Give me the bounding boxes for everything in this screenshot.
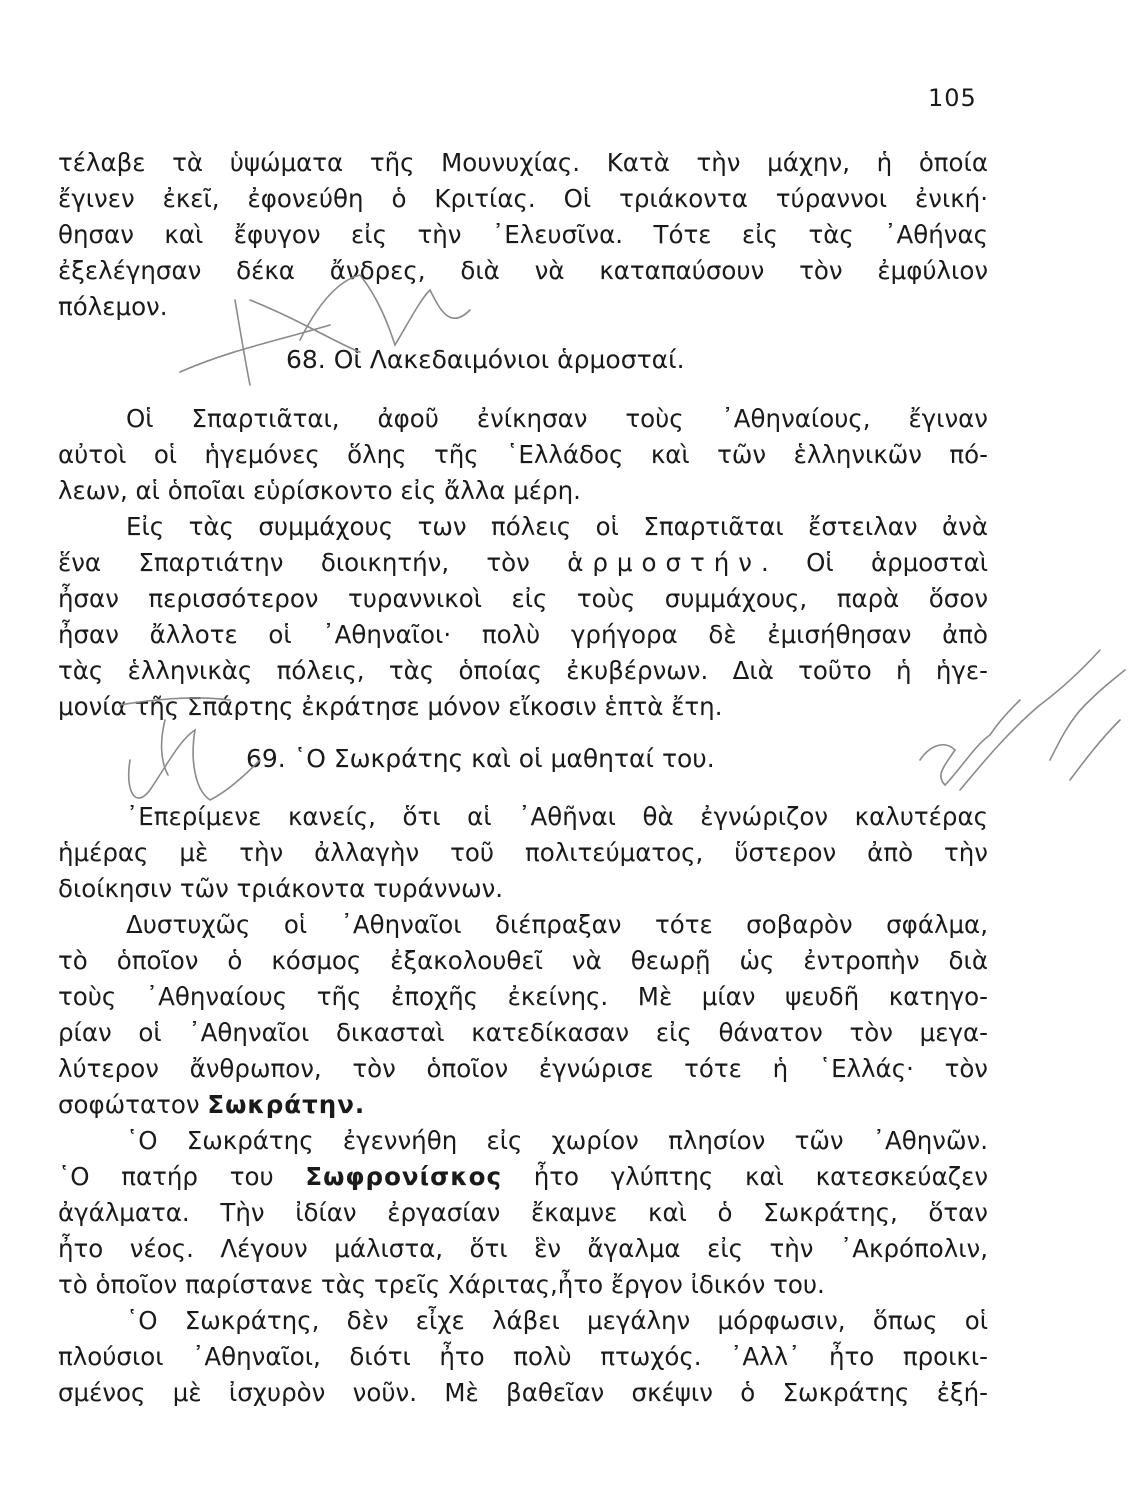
text-line: τέλαβε τὰ ὑψώματα τῆς Μουνυχίας. Κατὰ τὴν μάχην, ἡ ὁποία: [58, 148, 988, 177]
text-line: [58, 546, 988, 580]
page-number: 105: [928, 84, 977, 112]
text-line: μονία τῆς Σπάρτης ἐκράτησε μόνον εἴκοσιν ἑπτὰ ἔτη.: [58, 692, 723, 721]
section-heading-68: 68. Οἱ Λακεδαιμόνιοι ἁρμοσταί.: [286, 345, 685, 374]
text-line: ἔγινεν ἐκεῖ, ἐφονεύθη ὁ Κριτίας. Οἱ τριάκοντα τύραννοι ἐνική·: [58, 184, 988, 213]
text-line: σμένος μὲ ἰσχυρὸν νοῦν. Μὲ βαθεῖαν σκέψιν ὁ Σωκράτης ἐξή-: [58, 1378, 988, 1407]
text-line: τὰς ἑλληνικὰς πόλεις, τὰς ὁποίας ἐκυβέρνων. Διὰ τοῦτο ἡ ἡγε-: [58, 656, 988, 685]
text-line: πλούσιοι ᾽Αθηναῖοι, διότι ἦτο πολὺ πτωχός. ᾽Αλλ᾽ ἦτο προικι-: [58, 1342, 988, 1371]
text-line: ρίαν οἱ ᾽Αθηναῖοι δικασταὶ κατεδίκασαν εἰς θάνατον τὸν μεγα-: [58, 1018, 988, 1047]
text-segment: . Οἱ ἁρμοσταὶ: [760, 548, 989, 577]
text-line: ἐξελέγησαν δέκα ἄνδρες, διὰ νὰ καταπαύσουν τὸν ἐμφύλιον: [58, 256, 988, 285]
section-heading-69: 69. ῾Ο Σωκράτης καὶ οἱ μαθηταί του.: [246, 744, 715, 773]
text-line: λύτερον ἄνθρωπον, τὸν ὁποῖον ἐγνώρισε τότε ἡ ῾Ελλάς· τὸν: [58, 1054, 988, 1083]
text-line: Οἱ Σπαρτιᾶται, ἀφοῦ ἐνίκησαν τοὺς ᾽Αθηναίους, ἔγιναν: [126, 404, 988, 433]
text-line: [58, 1088, 988, 1122]
text-line: πόλεμον.: [58, 292, 168, 321]
text-line: ἡμέρας μὲ τὴν ἀλλαγὴν τοῦ πολιτεύματος, ὕστερον ἀπὸ τὴν: [58, 838, 988, 867]
text-segment: ἦτο γλύπτης καὶ κατεσκεύαζεν: [533, 1162, 988, 1191]
text-line: διοίκησιν τῶν τριάκοντα τυράννων.: [58, 874, 504, 903]
text-line: λεων, αἱ ὁποῖαι εὑρίσκοντο εἰς ἄλλα μέρη.: [58, 476, 581, 505]
text-line: αὐτοὶ οἱ ἡγεμόνες ὅλης τῆς ῾Ελλάδος καὶ τῶν ἑλληνικῶν πό-: [58, 440, 988, 469]
text-line: ἦσαν ἄλλοτε οἱ ᾽Αθηναῖοι· πολὺ γρήγορα δὲ ἐμισήθησαν ἀπὸ: [58, 620, 988, 649]
text-line: ἦσαν περισσότερον τυραννικοὶ εἰς τοὺς συμμάχους, παρὰ ὅσον: [58, 584, 988, 613]
text-line: Εἰς τὰς συμμάχους των πόλεις οἱ Σπαρτιᾶται ἔστειλαν ἀνὰ: [126, 512, 988, 541]
bold-name-socrates: Σωκράτην.: [207, 1090, 366, 1119]
text-line: θησαν καὶ ἔφυγον εἰς τὴν ᾽Ελευσῖνα. Τότε εἰς τὰς ᾽Αθήνας: [58, 220, 988, 249]
text-line: τοὺς ᾽Αθηναίους τῆς ἐποχῆς ἐκείνης. Μὲ μίαν ψευδῆ κατηγο-: [58, 982, 988, 1011]
text-line: ῾Ο Σωκράτης ἐγεννήθη εἰς χωρίον πλησίον τῶν ᾽Αθηνῶν.: [126, 1126, 988, 1155]
text-line: ἀγάλματα. Τὴν ἰδίαν ἐργασίαν ἔκαμνε καὶ ὁ Σωκράτης, ὅταν: [58, 1198, 988, 1227]
term-harmost: ἁρμοστήν: [567, 548, 761, 577]
text-line: ᾽Επερίμενε κανείς, ὅτι αἱ ᾽Αθῆναι θὰ ἐγνώριζον καλυτέρας: [126, 802, 988, 831]
text-line: τὸ ὁποῖον ὁ κόσμος ἐξακολουθεῖ νὰ θεωρῇ ὡς ἐντροπὴν διὰ: [58, 946, 988, 975]
text-segment: ἕνα Σπαρτιάτην διοικητήν, τὸν: [58, 548, 530, 577]
text-segment: σοφώτατον: [58, 1090, 200, 1119]
text-line: ἦτο νέος. Λέγουν μάλιστα, ὅτι ἓν ἄγαλμα εἰς τὴν ᾽Ακρόπολιν,: [58, 1234, 988, 1263]
bold-name-sophroniscus: Σωφρονίσκος: [305, 1162, 502, 1191]
text-line: Δυστυχῶς οἱ ᾽Αθηναῖοι διέπραξαν τότε σοβαρὸν σφάλμα,: [126, 910, 988, 939]
scribble-mark: [1050, 670, 1125, 780]
text-line: [58, 1160, 988, 1194]
text-line: ῾Ο Σωκράτης, δὲν εἶχε λάβει μεγάλην μόρφωσιν, ὅπως οἱ: [126, 1306, 988, 1335]
text-line: τὸ ὁποῖον παρίστανε τὰς τρεῖς Χάριτας,ἦτο ἔργον ἰδικόν του.: [58, 1270, 825, 1299]
text-segment: ῾Ο πατήρ του: [58, 1162, 274, 1191]
